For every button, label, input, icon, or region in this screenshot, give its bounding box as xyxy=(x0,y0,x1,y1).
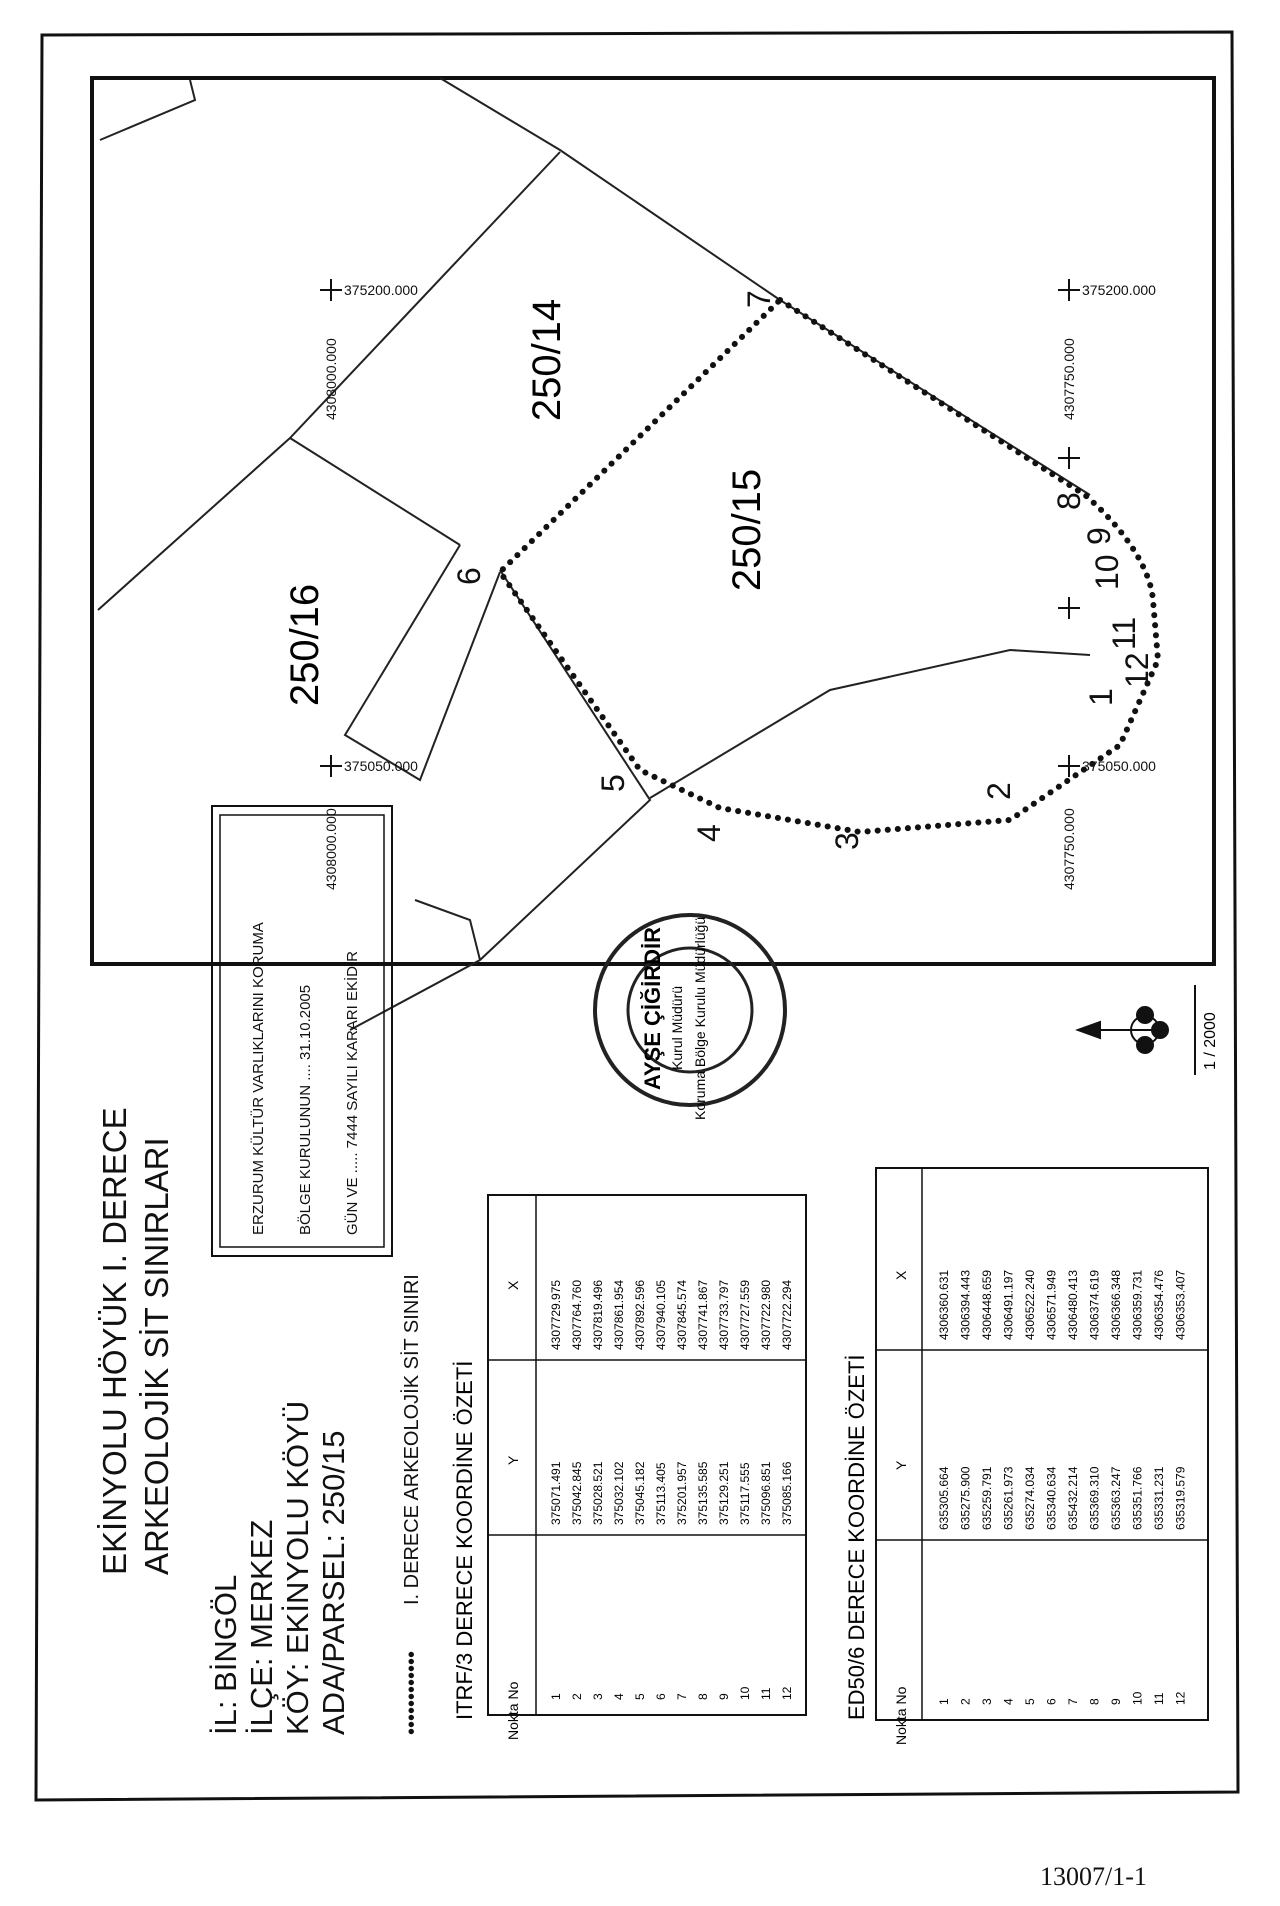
table-cell-y: 375096.851 xyxy=(759,1461,773,1525)
grid-label-tr-x: 4307750.000 xyxy=(1061,338,1077,420)
table-cell-y: 375042.845 xyxy=(570,1461,584,1525)
table-cell-x: 4306374.619 xyxy=(1087,1269,1102,1340)
parcel-label-250-16: 250/16 xyxy=(283,583,327,707)
map-frame xyxy=(92,78,1214,964)
location-ilce: İLÇE: MERKEZ xyxy=(244,1519,279,1735)
table-ed50 xyxy=(876,1168,1208,1745)
approval-line-1: ERZURUM KÜLTÜR VARLIKLARINI KORUMA xyxy=(250,922,267,1235)
scale-label: 1 / 2000 xyxy=(1202,1012,1219,1070)
table-cell-no: 10 xyxy=(1130,1691,1145,1705)
table-cell-y: 635363.247 xyxy=(1109,1466,1123,1530)
table-cell-no: 4 xyxy=(1001,1698,1016,1705)
table-cell-y: 375032.102 xyxy=(612,1461,626,1525)
north-arrow-icon xyxy=(1078,1007,1168,1053)
table-cell-x: 4307861.954 xyxy=(612,1279,626,1350)
table-cell-no: 3 xyxy=(980,1698,994,1705)
point-label-11: 11 xyxy=(1106,616,1142,650)
table-cell-y: 375135.585 xyxy=(696,1461,710,1525)
grid-label-tl-y: 375200.000 xyxy=(344,282,418,298)
site-boundary xyxy=(500,300,1158,832)
grid-label-tr-y: 375200.000 xyxy=(1082,282,1156,298)
table-cell-x: 4306360.631 xyxy=(937,1269,951,1340)
table-cell-no: 4 xyxy=(612,1693,626,1700)
table-cell-no: 7 xyxy=(1066,1698,1080,1705)
approval-line-3: GÜN VE ..... 7444 SAYILI KARARI EKİDİR xyxy=(344,951,361,1235)
approval-line-2: BÖLGE KURULUNUN .... 31.10.2005 xyxy=(297,984,314,1235)
table-cell-no: 11 xyxy=(759,1687,773,1700)
table-cell-x: 4306359.731 xyxy=(1130,1269,1145,1340)
table-cell-x: 4307727.559 xyxy=(738,1279,752,1350)
table-cell-y: 635432.214 xyxy=(1066,1466,1080,1530)
legend-label: I. DERECE ARKEOLOJİK SİT SINIRI xyxy=(401,1274,423,1605)
table-cell-x: 4307741.867 xyxy=(696,1279,710,1350)
stamp-line-3: Koruma Bölge Kurulu Müdürlüğü xyxy=(692,916,708,1120)
location-il: İL: BİNGÖL xyxy=(208,1574,243,1735)
grid-cross-bl xyxy=(320,755,342,777)
table-cell-x: 4306366.348 xyxy=(1109,1269,1123,1340)
table-cell-y: 375071.491 xyxy=(549,1461,563,1525)
point-label-1: 1 xyxy=(1083,688,1119,706)
grid-label-br-y: 375050.000 xyxy=(1082,758,1156,774)
table-cell-y: 375129.251 xyxy=(717,1461,731,1525)
table-cell-no: 9 xyxy=(1109,1698,1123,1705)
table-cell-no: 1 xyxy=(937,1698,951,1705)
table-cell-no: 1 xyxy=(549,1693,563,1700)
table-cell-x: 4307940.105 xyxy=(654,1279,668,1350)
point-label-9: 9 xyxy=(1081,527,1117,545)
table-cell-x: 4306522.240 xyxy=(1023,1269,1037,1340)
table-cell-x: 4307729.975 xyxy=(549,1279,563,1350)
table-cell-x: 4306491.197 xyxy=(1001,1269,1016,1340)
table-cell-no: 6 xyxy=(654,1693,668,1700)
table-cell-y: 635275.900 xyxy=(958,1466,973,1530)
title-line-2: ARKEOLOJİK SİT SINIRLARI xyxy=(138,1137,175,1575)
table-cell-y: 635305.664 xyxy=(937,1466,951,1530)
parcel-label-250-15: 250/15 xyxy=(725,468,769,592)
table-cell-no: 2 xyxy=(570,1693,584,1700)
table-cell-no: 5 xyxy=(633,1693,647,1700)
table-cell-no: 12 xyxy=(780,1686,794,1700)
map-content xyxy=(98,78,1158,1030)
point-label-10: 10 xyxy=(1089,554,1125,590)
table-cell-y: 375113.405 xyxy=(654,1462,668,1525)
table-cell-y: 635319.579 xyxy=(1173,1466,1188,1530)
table-header-x: X xyxy=(893,1270,909,1280)
table-cell-y: 635369.310 xyxy=(1087,1466,1102,1530)
table-cell-no: 2 xyxy=(958,1698,973,1705)
point-label-4: 4 xyxy=(691,824,727,842)
table-cell-no: 12 xyxy=(1173,1691,1188,1705)
table-header-no: Nokta No xyxy=(893,1686,909,1745)
table-cell-no: 3 xyxy=(591,1693,605,1700)
table-cell-x: 4306480.413 xyxy=(1066,1269,1080,1340)
point-label-8: 8 xyxy=(1051,492,1087,510)
table-header-y: Y xyxy=(505,1455,521,1465)
table-cell-x: 4307819.496 xyxy=(591,1279,605,1350)
stamp-name: AYŞE ÇİĞİRDİR xyxy=(640,926,665,1090)
table-cell-x: 4307892.596 xyxy=(633,1279,647,1350)
point-label-7: 7 xyxy=(741,290,777,308)
table-itrf xyxy=(488,1195,806,1740)
point-label-2: 2 xyxy=(981,782,1017,800)
table-cell-y: 635340.634 xyxy=(1044,1466,1059,1530)
table-cell-x: 4306571.949 xyxy=(1044,1269,1059,1340)
official-stamp xyxy=(595,915,785,1120)
table-header-no: Nokta No xyxy=(505,1681,521,1740)
table-header-y: Y xyxy=(893,1460,909,1470)
point-label-5: 5 xyxy=(595,774,631,792)
title-line-1: EKİNYOLU HÖYÜK I. DERECE xyxy=(96,1107,133,1575)
table-cell-no: 8 xyxy=(696,1693,710,1700)
point-label-6: 6 xyxy=(451,567,487,585)
table-cell-y: 635331.231 xyxy=(1152,1466,1166,1530)
table-cell-y: 635261.973 xyxy=(1001,1466,1016,1530)
stamp-line-2: Kurul Müdürü xyxy=(669,985,685,1070)
grid-label-bl-y: 375050.000 xyxy=(344,758,418,774)
table-cell-y: 635351.766 xyxy=(1130,1466,1145,1530)
legend-dots: •••••••••••• xyxy=(401,1650,423,1735)
parcel-boundaries xyxy=(98,78,1090,1030)
grid-label-tl-x: 4308000.000 xyxy=(323,338,339,420)
grid-label-br-x: 4307750.000 xyxy=(1061,808,1077,890)
grid-cross-mid xyxy=(1058,597,1080,619)
table-cell-y: 375117.555 xyxy=(738,1462,752,1525)
table-cell-no: 11 xyxy=(1152,1692,1166,1705)
table-cell-y: 375085.166 xyxy=(780,1461,794,1525)
table-cell-no: 5 xyxy=(1023,1698,1037,1705)
table-header-x: X xyxy=(505,1280,521,1290)
table-cell-no: 7 xyxy=(675,1693,689,1700)
table-cell-no: 9 xyxy=(717,1693,731,1700)
table-cell-x: 4307845.574 xyxy=(675,1279,689,1350)
table-cell-y: 375028.521 xyxy=(591,1461,605,1525)
table-cell-no: 10 xyxy=(738,1686,752,1700)
document-reference: 13007/1-1 xyxy=(1040,1862,1147,1891)
table-cell-x: 4307733.797 xyxy=(717,1279,731,1350)
point-label-3: 3 xyxy=(829,832,865,850)
parcel-label-250-14: 250/14 xyxy=(525,298,569,422)
grid-cross-tr xyxy=(1058,279,1080,301)
table-cell-x: 4306353.407 xyxy=(1173,1269,1188,1340)
table-cell-x: 4307722.980 xyxy=(759,1279,773,1350)
grid-label-bl-x: 4308000.000 xyxy=(323,808,339,890)
table-itrf-title: ITRF/3 DERECE KOORDİNE ÖZETİ xyxy=(452,1360,477,1720)
location-koy: KÖY: EKİNYOLU KÖYÜ xyxy=(280,1400,315,1735)
point-label-12: 12 xyxy=(1119,652,1155,688)
stamp-outer-ring xyxy=(595,915,785,1105)
table-ed50-title: ED50/6 DERECE KOORDİNE ÖZETİ xyxy=(844,1354,869,1720)
table-cell-no: 8 xyxy=(1087,1698,1102,1705)
table-cell-x: 4307764.760 xyxy=(570,1279,584,1350)
table-cell-y: 635274.034 xyxy=(1023,1466,1037,1530)
table-cell-x: 4306448.659 xyxy=(980,1269,994,1340)
location-ada-parsel: ADA/PARSEL: 250/15 xyxy=(316,1430,351,1735)
table-cell-no: 6 xyxy=(1044,1698,1059,1705)
table-cell-y: 635259.791 xyxy=(980,1466,994,1530)
table-cell-x: 4306394.443 xyxy=(958,1269,973,1340)
table-cell-x: 4306354.476 xyxy=(1152,1269,1166,1340)
table-cell-x: 4307722.294 xyxy=(780,1279,794,1350)
table-cell-y: 375201.957 xyxy=(675,1461,689,1525)
table-cell-y: 375045.182 xyxy=(633,1461,647,1525)
grid-cross-mid2 xyxy=(1058,447,1080,469)
grid-cross-tl xyxy=(320,279,342,301)
